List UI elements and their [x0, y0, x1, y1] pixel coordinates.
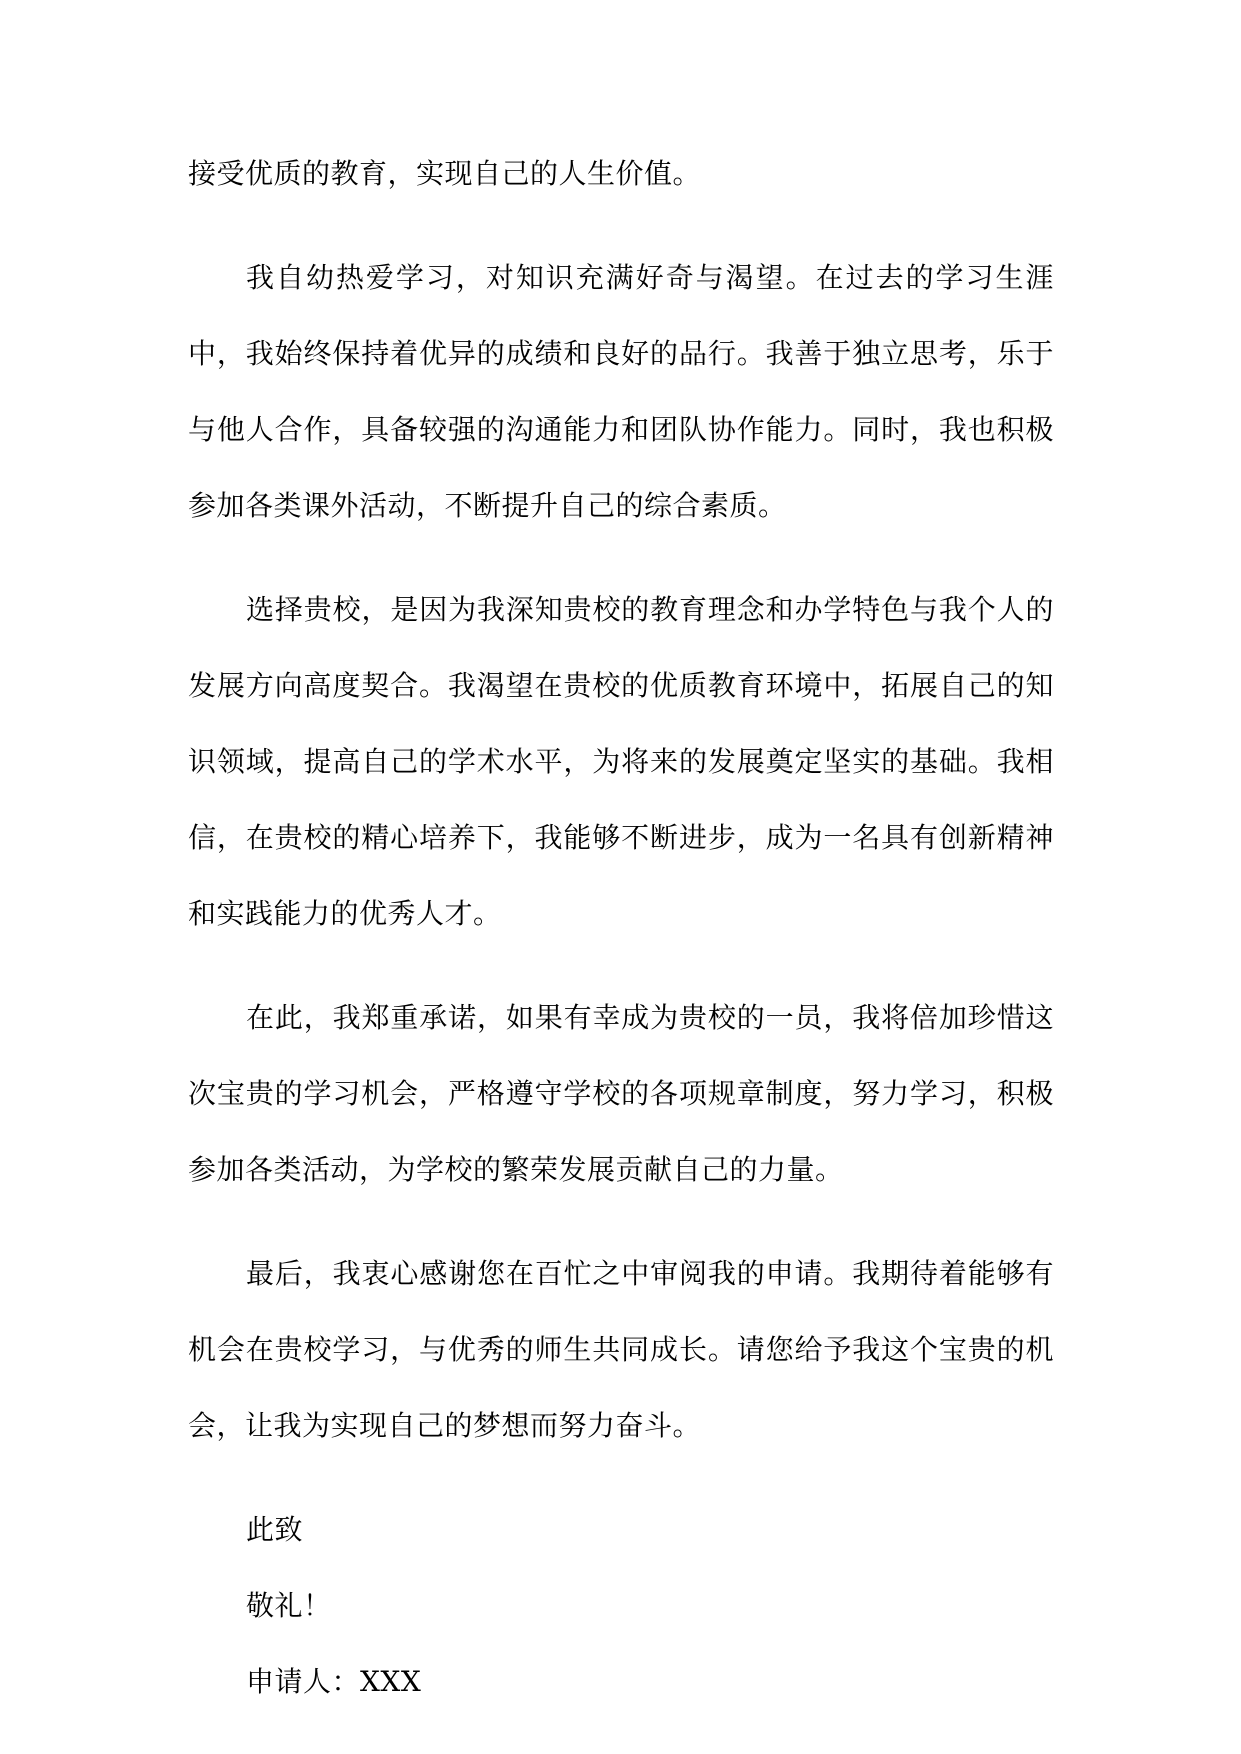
paragraph-commitment: 在此，我郑重承诺，如果有幸成为贵校的一员，我将倍加珍惜这次宝贵的学习机会，严格遵守学校的各项规章制度，努力学习，积极参加各类活动，为学校的繁荣发展贡献自己的力量。	[188, 1001, 1054, 1186]
paragraph-continuation: 接受优质的教育，实现自己的人生价值。	[188, 157, 702, 190]
closing-regards: 敬礼！	[246, 1589, 332, 1622]
closing-salutation: 此致	[246, 1513, 304, 1546]
paragraph-reason-for-choice: 选择贵校，是因为我深知贵校的教育理念和办学特色与我个人的发展方向高度契合。我渴望在贵校的优质教育环境中，拓展自己的知识领域，提高自己的学术水平，为将来的发展奠定坚实的基础。我相信，在贵校的精心培养下，我能够不断进步，成为一名具有创新精神和实践能力的优秀人才。	[188, 593, 1054, 930]
paragraph-conclusion: 最后，我衷心感谢您在百忙之中审阅我的申请。我期待着能够有机会在贵校学习，与优秀的师生共同成长。请您给予我这个宝贵的机会，让我为实现自己的梦想而努力奋斗。	[188, 1257, 1054, 1442]
applicant-signature: 申请人：XXX	[246, 1665, 422, 1698]
paragraph-self-introduction: 我自幼热爱学习，对知识充满好奇与渴望。在过去的学习生涯中，我始终保持着优异的成绩和良好的品行。我善于独立思考，乐于与他人合作，具备较强的沟通能力和团队协作能力。同时，我也积极参加各类课外活动，不断提升自己的综合素质。	[188, 261, 1054, 522]
letter-body	[188, 136, 1054, 1720]
